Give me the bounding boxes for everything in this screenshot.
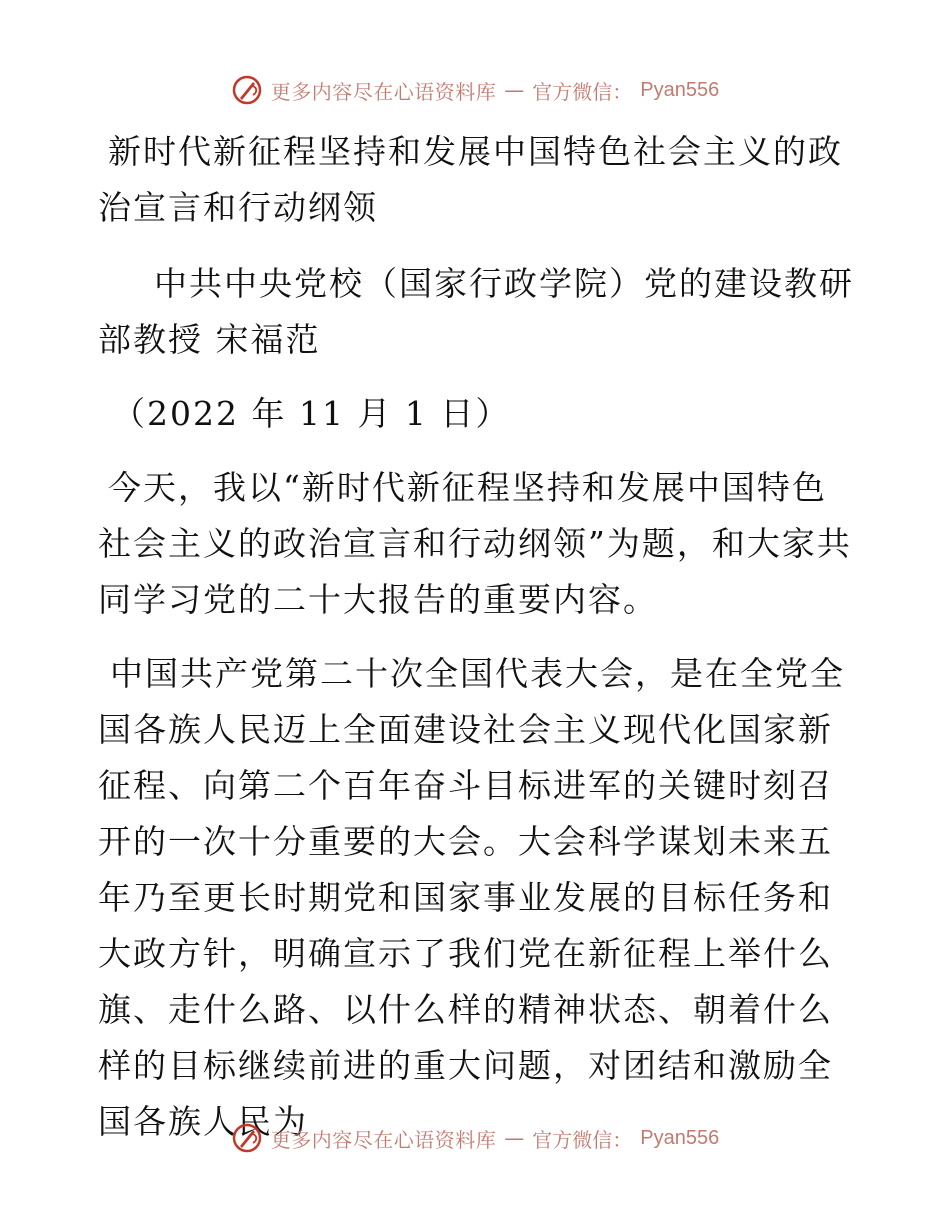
watermark-official-label: 官方微信： (532, 1127, 633, 1152)
document-date: （2022 年 11 月 1 日） (112, 394, 511, 433)
watermark-wechat-id: Pyan556 (640, 78, 720, 101)
document-title: 新时代新征程坚持和发展中国特色社会主义的政治宣言和行动纲领 (98, 132, 843, 227)
document-body (98, 124, 854, 1150)
watermark-dash: — (504, 78, 525, 102)
footer-watermark (0, 1118, 950, 1158)
quill-logo-icon (231, 1122, 263, 1154)
body-paragraph: 中国共产党第二十次全国代表大会，是在全党全国各族人民迈上全面建设社会主义现代化国家新征程、向第二个百年奋斗目标进军的关键时刻召开的一次十分重要的大会。大会科学谋划未来五年乃至更长时期党和国家事业发展的目标任务和大政方针，明确宣示了我们党在新征程上举什么旗、走什么路、以什么样的精神状态、朝着什么样的目标继续前进的重大问题，对团结和激励全国各族人民为 (98, 654, 845, 1141)
watermark-text: 更多内容尽在心语资料库 (270, 1127, 497, 1152)
intro-paragraph: 今天，我以“新时代新征程坚持和发展中国特色社会主义的政治宣言和行动纲领”为题，和大家共同学习党的二十大报告的重要内容。 (98, 468, 852, 619)
watermark-dash: — (504, 1126, 525, 1150)
watermark-text: 更多内容尽在心语资料库 (270, 79, 497, 104)
header-watermark (0, 70, 950, 110)
document-author: 中共中央党校（国家行政学院）党的建设教研部教授 宋福范 (98, 264, 854, 359)
watermark-official-label: 官方微信： (532, 79, 633, 104)
watermark-wechat-id: Pyan556 (640, 1126, 720, 1149)
quill-logo-icon (231, 74, 263, 106)
